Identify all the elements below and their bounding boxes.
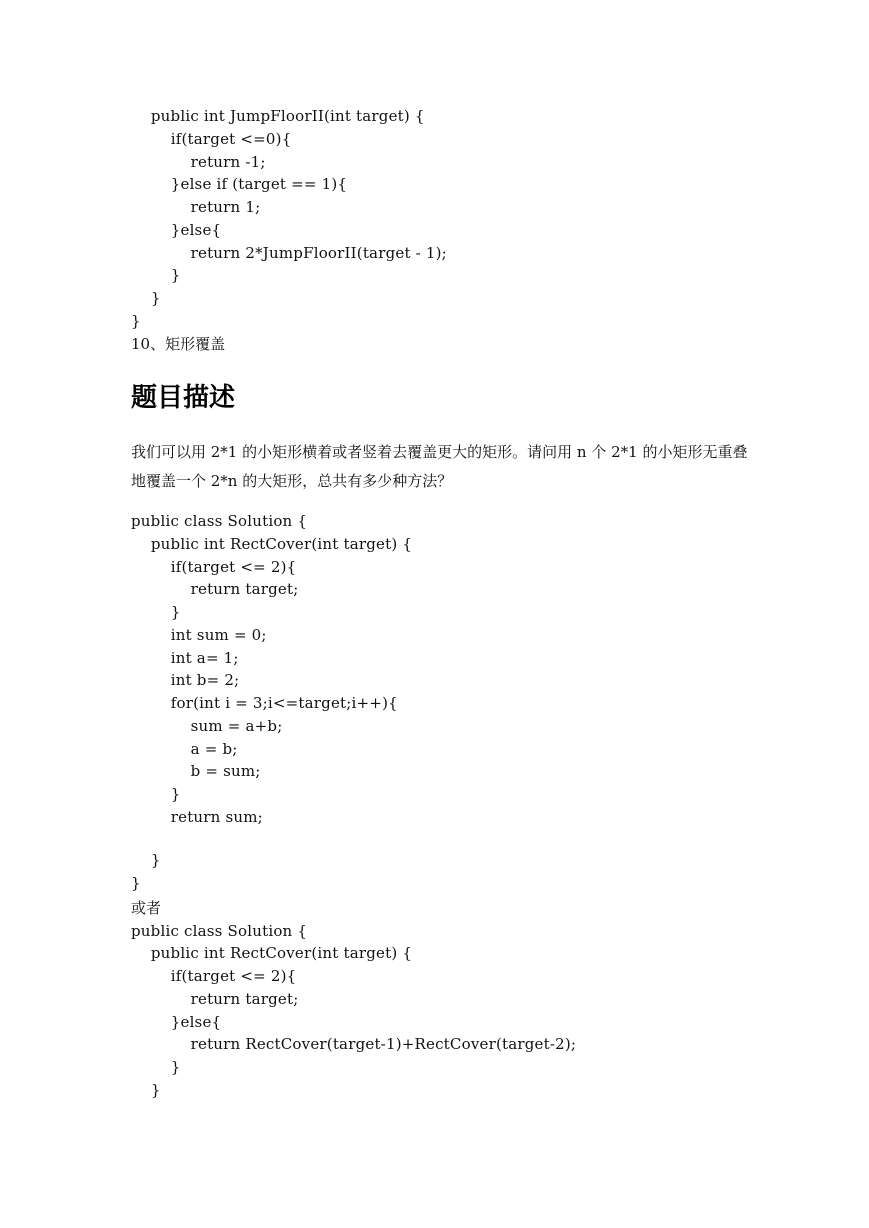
code-line: public int RectCover(int target) { xyxy=(131,944,413,962)
code-line: } xyxy=(131,874,141,892)
problem-description: 我们可以用 2*1 的小矩形横着或者竖着去覆盖更大的矩形。请问用 n 个 2*1 的小矩形无重叠地覆盖一个 2*n 的大矩形，总共有多少种方法？ xyxy=(131,443,748,490)
code-line: public int RectCover(int target) { xyxy=(131,535,413,553)
code-line: } xyxy=(131,1081,161,1099)
code-line: for(int i = 3;i<=target;i++){ xyxy=(131,694,398,712)
code-line: if(target <= 2){ xyxy=(131,558,297,576)
code-line: } xyxy=(131,851,161,869)
code-line: public int JumpFloorII(int target) { xyxy=(131,107,425,125)
code-line: a = b; xyxy=(131,740,238,758)
code-line: }else if (target == 1){ xyxy=(131,175,348,193)
alternative-label: 或者 xyxy=(131,899,162,917)
section-heading: 题目描述 xyxy=(131,383,236,413)
code-line: if(target <= 2){ xyxy=(131,967,297,985)
code-line: int b= 2; xyxy=(131,671,240,689)
code-line: return 2*JumpFloorII(target - 1); xyxy=(131,244,447,262)
code-line: } xyxy=(131,289,161,307)
code-line: }else{ xyxy=(131,1013,222,1031)
code-line: } xyxy=(131,785,181,803)
code-line: b = sum; xyxy=(131,762,261,780)
code-line: }else{ xyxy=(131,221,222,239)
code-line: if(target <=0){ xyxy=(131,130,292,148)
code-line: } xyxy=(131,1058,181,1076)
code-line: return 1; xyxy=(131,198,261,216)
code-line: sum = a+b; xyxy=(131,717,283,735)
code-line: return target; xyxy=(131,990,299,1008)
code-line: return target; xyxy=(131,580,299,598)
code-line: } xyxy=(131,266,181,284)
code-line: } xyxy=(131,312,141,330)
code-line: return RectCover(target-1)+RectCover(target-2); xyxy=(131,1035,577,1053)
code-line: public class Solution { xyxy=(131,512,308,530)
code-line: } xyxy=(131,603,181,621)
section-label: 10、矩形覆盖 xyxy=(131,335,226,353)
code-line: return -1; xyxy=(131,153,266,171)
code-line: public class Solution { xyxy=(131,922,308,940)
code-line: return sum; xyxy=(131,808,263,826)
code-line: int sum = 0; xyxy=(131,626,267,644)
code-line: int a= 1; xyxy=(131,649,239,667)
